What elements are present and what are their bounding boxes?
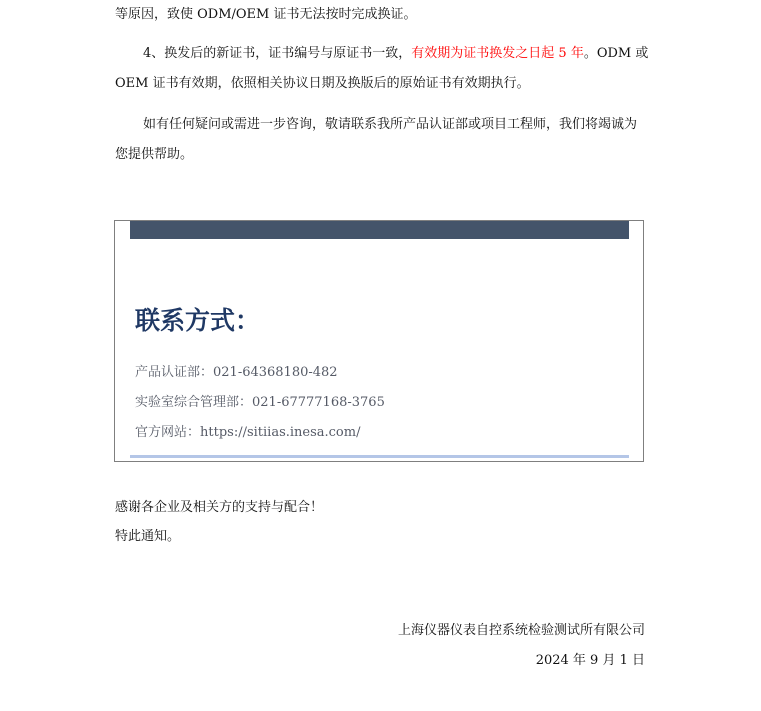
paragraph-2-line-1 [143,45,648,63]
closing-thanks: 感谢各企业及相关方的支持与配合！ [115,500,324,515]
paragraph-1-line: 等原因，致使 ODM/OEM 证书无法按时完成换证。 [115,7,417,22]
contact-title: 联系方式： [135,306,261,335]
paragraph-2-text-a: 4、换发后的新证书，证书编号与原证书一致， [143,46,412,61]
closing-notice: 特此通知。 [115,529,181,544]
validity-highlight: 有效期为证书换发之日起 5 年 [411,46,584,61]
contact-website: 官方网站：https://sitiias.inesa.com/ [135,425,361,440]
contact-box [114,220,644,462]
paragraph-2-line-2: OEM 证书有效期，依照相关协议日期及换版后的原始证书有效期执行。 [115,76,530,91]
signature-date: 2024 年 9 月 1 日 [535,653,645,668]
paragraph-3-line-2: 您提供帮助。 [115,147,194,162]
signature-org: 上海仪器仪表自控系统检验测试所有限公司 [397,623,645,638]
paragraph-2-text-b: 。ODM 或 [583,46,649,61]
contact-product-cert: 产品认证部：021-64368180-482 [135,365,338,380]
contact-lab-mgmt: 实验室综合管理部：021-67777168-3765 [135,395,385,410]
contact-box-bottom-bar [130,455,629,458]
paragraph-3-line-1: 如有任何疑问或需进一步咨询，敬请联系我所产品认证部或项目工程师，我们将竭诚为 [143,117,638,132]
contact-box-top-bar [130,221,629,239]
